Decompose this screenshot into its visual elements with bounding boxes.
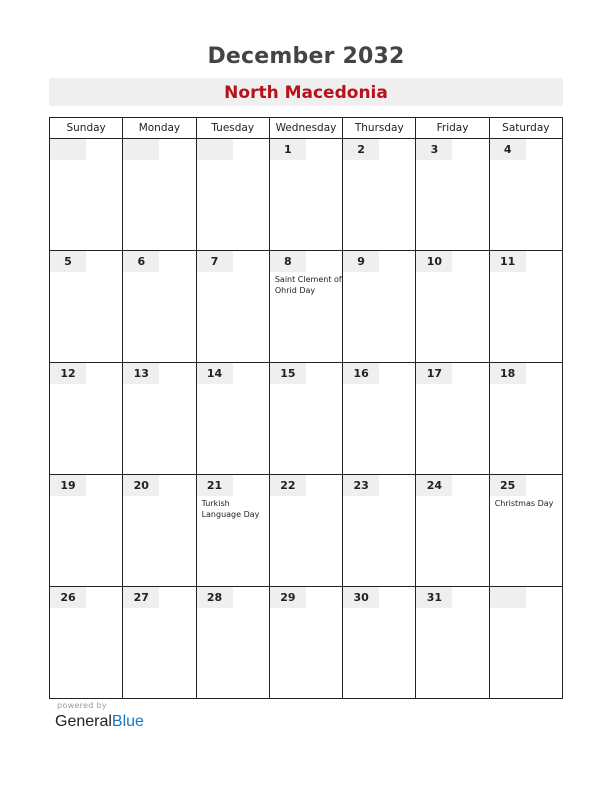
page-title: December 2032: [207, 44, 405, 69]
weekday-monday: Monday: [123, 118, 196, 139]
day-cell: [269, 587, 342, 699]
day-cell: [343, 363, 416, 475]
day-number: 10: [416, 251, 452, 272]
weekday-tuesday: Tuesday: [196, 118, 269, 139]
day-cell: [269, 139, 342, 251]
day-number: 3: [416, 139, 452, 160]
weekday-header-row: [50, 118, 563, 139]
day-number: 9: [343, 251, 379, 272]
day-cell: [489, 587, 562, 699]
day-number: [197, 139, 233, 160]
day-number: 28: [197, 587, 233, 608]
brand-logo[interactable]: [55, 713, 144, 731]
day-number: 21: [197, 475, 233, 496]
weekday-saturday: Saturday: [489, 118, 562, 139]
day-number: 2: [343, 139, 379, 160]
day-number: 12: [50, 363, 86, 384]
day-cell: [343, 587, 416, 699]
day-number: 7: [197, 251, 233, 272]
week-row: [50, 363, 563, 475]
day-cell: [123, 587, 196, 699]
day-cell: [123, 251, 196, 363]
day-number: 4: [490, 139, 526, 160]
day-cell: [269, 251, 342, 363]
day-number: 16: [343, 363, 379, 384]
day-cell: [50, 251, 123, 363]
day-number: 27: [123, 587, 159, 608]
day-cell: [123, 475, 196, 587]
day-cell: [343, 475, 416, 587]
day-cell: [416, 139, 489, 251]
brand-general-text: General: [55, 713, 112, 730]
day-number: 26: [50, 587, 86, 608]
holiday-label: Saint Clement of Ohrid Day: [274, 275, 342, 295]
weekday-friday: Friday: [416, 118, 489, 139]
day-cell: [343, 251, 416, 363]
day-number: 30: [343, 587, 379, 608]
day-number: [490, 587, 526, 608]
day-cell: [269, 475, 342, 587]
day-cell: [123, 363, 196, 475]
day-cell: [123, 139, 196, 251]
day-number: 5: [50, 251, 86, 272]
day-number: 29: [270, 587, 306, 608]
day-cell: [50, 587, 123, 699]
day-cell: [196, 251, 269, 363]
week-row: [50, 475, 563, 587]
day-cell: [50, 139, 123, 251]
day-number: 20: [123, 475, 159, 496]
day-number: [50, 139, 86, 160]
calendar-grid: [49, 117, 563, 699]
day-cell: [50, 475, 123, 587]
day-number: 19: [50, 475, 86, 496]
day-cell: [343, 139, 416, 251]
day-cell: [489, 139, 562, 251]
holiday-label: Christmas Day: [494, 499, 554, 508]
week-row: [50, 587, 563, 699]
day-cell: [416, 475, 489, 587]
day-number: 13: [123, 363, 159, 384]
day-number: 15: [270, 363, 306, 384]
day-number: 23: [343, 475, 379, 496]
day-number: 14: [197, 363, 233, 384]
week-row: [50, 251, 563, 363]
brand-blue-text: Blue: [111, 713, 144, 730]
day-cell: [416, 587, 489, 699]
powered-by-text: powered by: [57, 701, 107, 710]
day-number: 1: [270, 139, 306, 160]
day-cell: [416, 363, 489, 475]
day-number: 18: [490, 363, 526, 384]
weekday-thursday: Thursday: [343, 118, 416, 139]
day-number: 11: [490, 251, 526, 272]
day-number: 24: [416, 475, 452, 496]
day-number: [123, 139, 159, 160]
day-cell: [489, 363, 562, 475]
week-row: [50, 139, 563, 251]
holiday-label: Turkish Language Day: [201, 499, 260, 519]
day-cell: [196, 587, 269, 699]
day-number: 8: [270, 251, 306, 272]
day-cell: [489, 251, 562, 363]
day-cell: [196, 475, 269, 587]
day-cell: [196, 139, 269, 251]
day-cell: [269, 363, 342, 475]
day-number: 25: [490, 475, 526, 496]
day-number: 31: [416, 587, 452, 608]
day-cell: [196, 363, 269, 475]
day-number: 6: [123, 251, 159, 272]
day-number: 22: [270, 475, 306, 496]
day-cell: [50, 363, 123, 475]
day-number: 17: [416, 363, 452, 384]
country-name: North Macedonia: [49, 78, 563, 106]
day-cell: [416, 251, 489, 363]
weekday-wednesday: Wednesday: [269, 118, 342, 139]
day-cell: [489, 475, 562, 587]
weekday-sunday: Sunday: [50, 118, 123, 139]
